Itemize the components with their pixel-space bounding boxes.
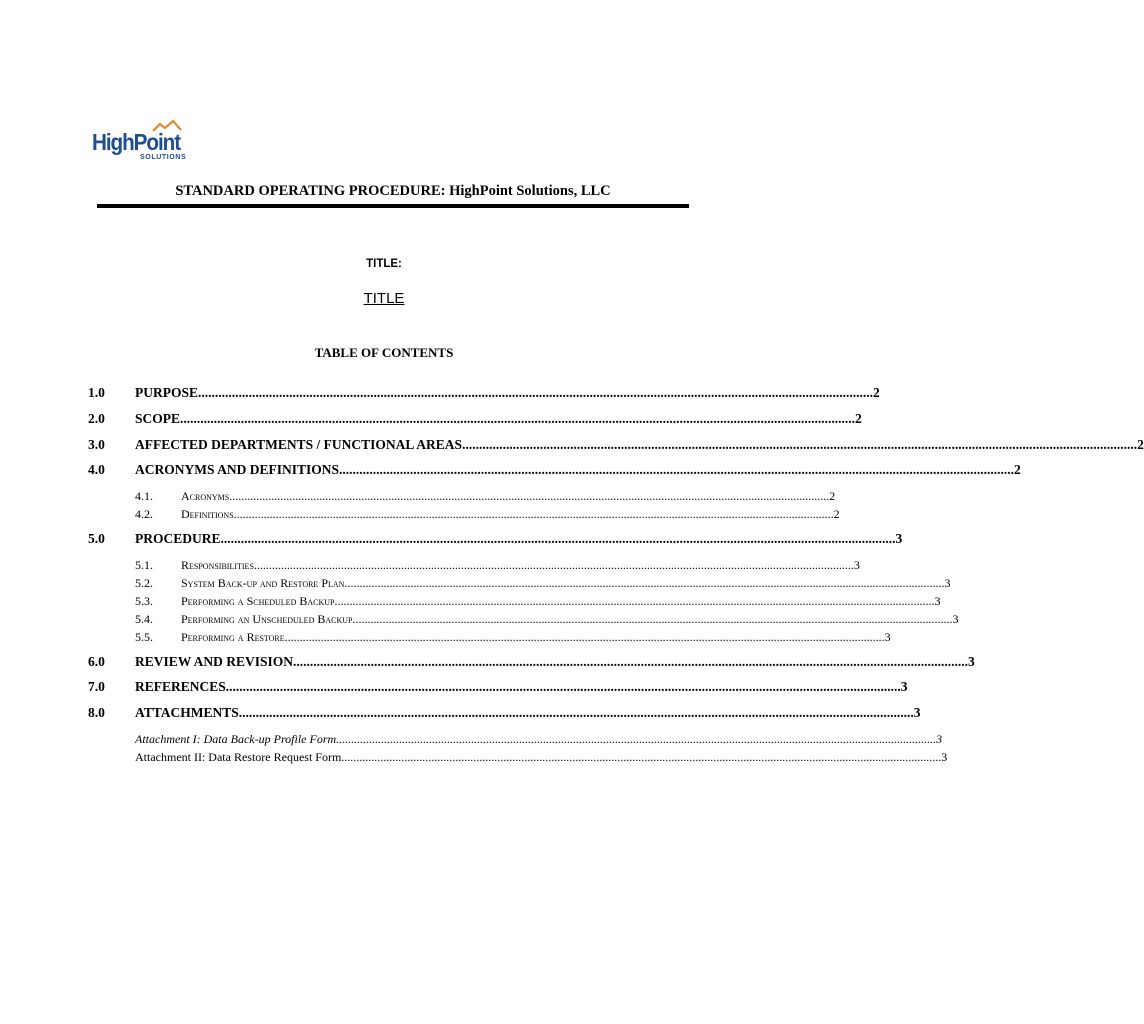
toc-entry-responsibilities[interactable]	[135, 558, 860, 573]
toc-number: 5.4.	[135, 612, 153, 626]
document-title: TITLE	[363, 290, 405, 307]
title-label: TITLE:	[366, 258, 402, 270]
toc-entry-scope[interactable]	[88, 411, 862, 427]
toc-page: 3	[968, 654, 975, 669]
toc-number: 5.0	[88, 531, 105, 546]
logo-subtext: SOLUTIONS	[140, 154, 187, 161]
toc-page: 3	[853, 558, 860, 572]
header-rule	[97, 204, 689, 208]
toc-label: REFERENCES	[135, 679, 226, 694]
toc-leader: ........................................................................................................................................................................................................	[339, 462, 1015, 477]
toc-entry-acronyms-definitions[interactable]	[88, 462, 1021, 478]
toc-label: System Back-up and Restore Plan	[181, 576, 345, 590]
toc-entry-acronyms[interactable]	[135, 489, 836, 504]
toc-label: Definitions	[181, 507, 234, 521]
toc-label: ATTACHMENTS	[135, 705, 239, 720]
toc-label: PURPOSE	[135, 385, 199, 400]
toc-label: REVIEW AND REVISION	[135, 654, 294, 669]
toc-page: 3	[895, 531, 903, 546]
toc-leader: ........................................................................................................................................................................................................	[334, 594, 935, 608]
toc-leader: ........................................................................................................................................................................................................	[238, 705, 914, 720]
document-header: STANDARD OPERATING PROCEDURE: HighPoint Solutions, LLC	[175, 183, 611, 199]
toc-entry-procedure[interactable]	[88, 531, 903, 547]
toc-label: Performing an Unscheduled Backup	[181, 612, 353, 626]
toc-page: 2	[829, 489, 836, 503]
toc-label: Responsibilities	[181, 558, 254, 572]
toc-leader: ........................................................................................................................................................................................................	[341, 750, 942, 764]
toc-entry-affected-departments[interactable]	[88, 437, 1144, 453]
toc-entry-references[interactable]	[88, 679, 908, 695]
toc-leader: ........................................................................................................................................................................................................	[233, 507, 834, 521]
toc-number: 5.1.	[135, 558, 153, 572]
toc-number: 8.0	[88, 705, 105, 720]
toc-number: 4.1.	[135, 489, 153, 503]
toc-page: 3	[941, 750, 948, 764]
toc-number: 5.5.	[135, 630, 153, 644]
toc-entry-scheduled-backup[interactable]	[135, 594, 941, 609]
toc-leader: ........................................................................................................................................................................................................	[198, 385, 874, 400]
toc-label: PROCEDURE	[135, 531, 221, 546]
toc-label: Attachment II: Data Restore Request Form	[135, 750, 342, 764]
toc-entry-unscheduled-backup[interactable]	[135, 612, 959, 627]
toc-page: 3	[952, 612, 959, 626]
toc-label: Performing a Scheduled Backup	[181, 594, 335, 608]
toc-number: 5.3.	[135, 594, 153, 608]
toc-page: 3	[944, 576, 951, 590]
company-logo	[92, 118, 192, 168]
toc-page: 2	[833, 507, 840, 521]
toc-page: 3	[913, 705, 921, 720]
toc-page: 2	[873, 385, 880, 400]
toc-leader: ........................................................................................................................................................................................................	[220, 531, 896, 546]
toc-number: 2.0	[88, 411, 105, 426]
toc-page: 3	[934, 594, 941, 608]
toc-label: Performing a Restore	[181, 630, 285, 644]
toc-leader: ........................................................................................................................................................................................................	[253, 558, 854, 572]
toc-entry-restore[interactable]	[135, 630, 891, 645]
toc-number: 4.2.	[135, 507, 153, 521]
toc-leader: ........................................................................................................................................................................................................	[229, 489, 830, 503]
toc-leader: ........................................................................................................................................................................................................	[180, 411, 856, 426]
toc-page: 3	[884, 630, 891, 644]
logo-wordmark: HighPoint	[92, 129, 181, 155]
toc-page: 2	[1137, 437, 1144, 452]
toc-leader: ........................................................................................................................................................................................................	[344, 576, 945, 590]
toc-number: 6.0	[88, 654, 105, 669]
toc-label: Acronyms	[181, 489, 230, 503]
toc-leader: ........................................................................................................................................................................................................	[336, 732, 937, 746]
toc-page: 2	[855, 411, 862, 426]
toc-label: ACRONYMS AND DEFINITIONS	[135, 462, 340, 477]
toc-leader: ........................................................................................................................................................................................................	[284, 630, 885, 644]
toc-entry-attachment-1[interactable]	[135, 732, 943, 747]
toc-leader: ........................................................................................................................................................................................................	[293, 654, 969, 669]
toc-entry-definitions[interactable]	[135, 507, 840, 522]
toc-number: 7.0	[88, 679, 105, 694]
toc-entry-review-revision[interactable]	[88, 654, 975, 670]
toc-leader: ........................................................................................................................................................................................................	[352, 612, 953, 626]
toc-leader: ........................................................................................................................................................................................................	[225, 679, 901, 694]
toc-label: Attachment I: Data Back-up Profile Form	[135, 732, 337, 746]
toc-number: 3.0	[88, 437, 105, 452]
toc-entry-purpose[interactable]	[88, 385, 880, 401]
toc-heading: TABLE OF CONTENTS	[314, 345, 454, 360]
toc-number: 1.0	[88, 385, 105, 400]
toc-label: AFFECTED DEPARTMENTS / FUNCTIONAL AREAS	[135, 437, 463, 452]
toc-entry-attachments[interactable]	[88, 705, 921, 721]
toc-page: 2	[1014, 462, 1021, 477]
toc-entry-attachment-2[interactable]	[135, 750, 948, 765]
toc-entry-backup-restore-plan[interactable]	[135, 576, 951, 591]
toc-page: 3	[936, 732, 943, 746]
toc-number: 4.0	[88, 462, 105, 477]
toc-label: SCOPE	[135, 411, 181, 426]
toc-leader: ........................................................................................................................................................................................................	[462, 437, 1138, 452]
toc-page: 3	[900, 679, 908, 694]
toc-number: 5.2.	[135, 576, 153, 590]
